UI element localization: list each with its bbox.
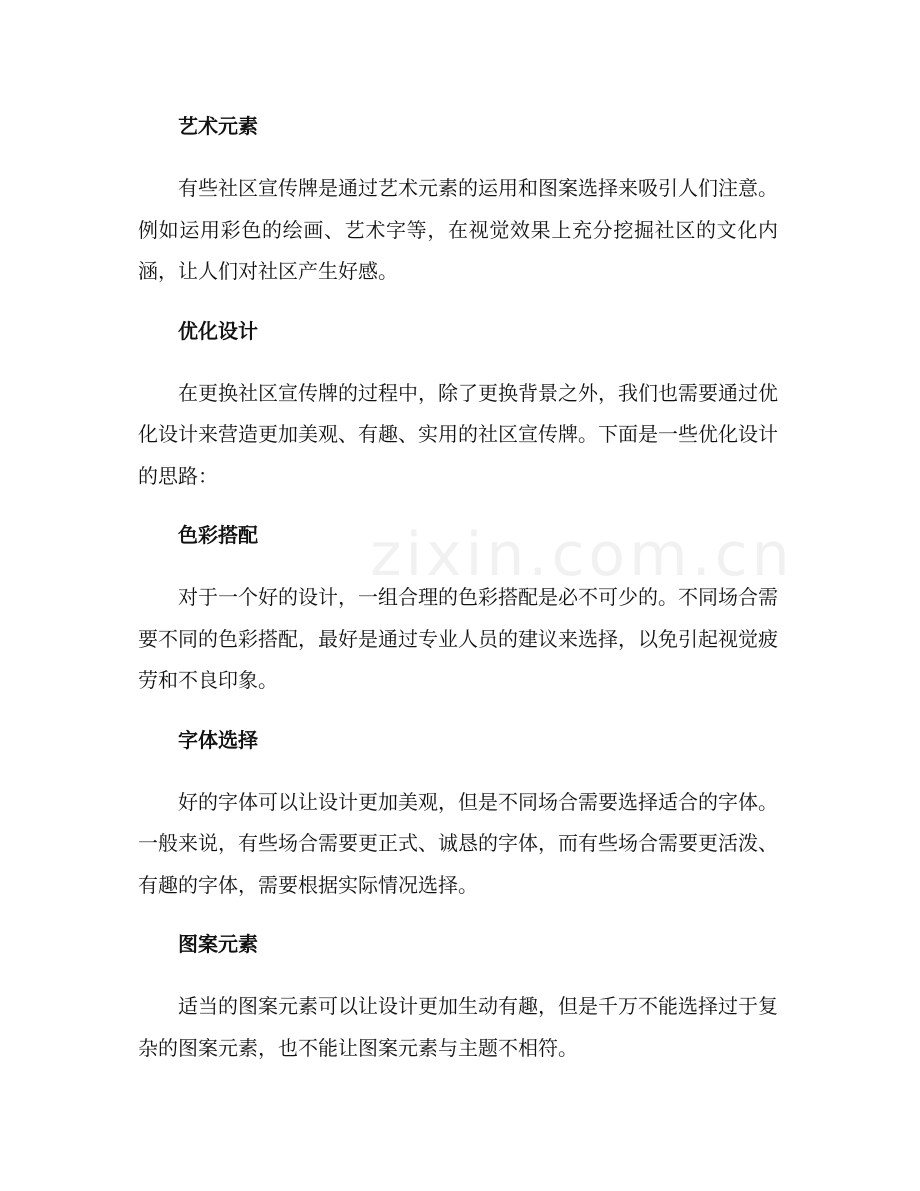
section-heading-pattern-elements: 图案元素 [178,932,258,956]
section-heading-color-matching: 色彩搭配 [178,523,258,547]
section-heading-font-choice: 字体选择 [178,727,258,752]
section-body-color-matching: 对于一个好的设计，一组合理的色彩搭配是必不可少的。不同场合需要不同的色彩搭配，最好是通过专业人员的建议来选择，以免引起视觉疲劳和不良印象。 [138,585,778,692]
section-heading-optimize-design: 优化设计 [178,318,258,343]
watermark: zixin.com.cn [370,520,794,590]
section-body-pattern-elements: 适当的图案元素可以让设计更加生动有趣，但是千万不能选择过于复杂的图案元素，也不能让图案元素与主题不相符。 [138,994,778,1060]
section-heading-art-elements: 艺术元素 [178,114,258,138]
section-body-optimize-design: 在更换社区宣传牌的过程中，除了更换背景之外，我们也需要通过优化设计来营造更加美观、有趣、实用的社区宣传牌。下面是一些优化设计的思路： [138,380,778,488]
section-body-art-elements: 有些社区宣传牌是通过艺术元素的运用和图案选择来吸引人们注意。例如运用彩色的绘画、艺术字等，在视觉效果上充分挖掘社区的文化内涵，让人们对社区产生好感。 [138,176,778,283]
section-body-font-choice: 好的字体可以让设计更加美观，但是不同场合需要选择适合的字体。一般来说，有些场合需要更正式、诚恳的字体，而有些场合需要更活泼、有趣的字体，需要根据实际情况选择。 [138,789,778,897]
document-page [138,106,778,1069]
